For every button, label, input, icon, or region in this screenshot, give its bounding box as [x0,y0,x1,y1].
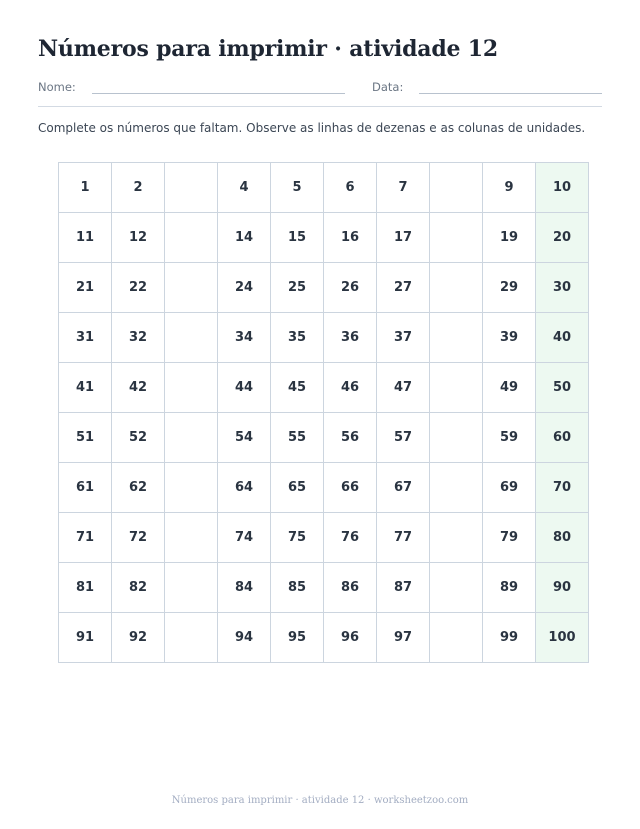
number-cell: 36 [324,313,377,363]
blank-cell[interactable] [165,213,218,263]
number-cell: 57 [377,413,430,463]
number-cell: 96 [324,613,377,663]
number-cell: 95 [271,613,324,663]
date-label: Data: [372,80,404,94]
number-cell: 37 [377,313,430,363]
number-cell: 80 [536,513,589,563]
number-cell: 20 [536,213,589,263]
number-cell: 47 [377,363,430,413]
number-cell: 1 [59,163,112,213]
grid-row [59,413,589,463]
number-cell: 69 [483,463,536,513]
grid-row [59,513,589,563]
number-cell: 84 [218,563,271,613]
number-cell: 81 [59,563,112,613]
footer: Números para imprimir · atividade 12 · worksheetzoo.com [171,795,469,806]
blank-cell[interactable] [165,313,218,363]
number-cell: 27 [377,263,430,313]
number-cell: 85 [271,563,324,613]
number-cell: 82 [112,563,165,613]
number-cell: 40 [536,313,589,363]
number-cell: 66 [324,463,377,513]
number-cell: 44 [218,363,271,413]
number-cell: 21 [59,263,112,313]
number-cell: 72 [112,513,165,563]
blank-cell[interactable] [430,513,483,563]
number-cell: 55 [271,413,324,463]
number-cell: 75 [271,513,324,563]
number-cell: 26 [324,263,377,313]
blank-cell[interactable] [430,313,483,363]
number-cell: 74 [218,513,271,563]
number-cell: 79 [483,513,536,563]
blank-cell[interactable] [165,613,218,663]
number-cell: 100 [536,613,589,663]
number-cell: 6 [324,163,377,213]
blank-cell[interactable] [430,263,483,313]
header-divider [38,106,602,107]
number-cell: 97 [377,613,430,663]
number-cell: 64 [218,463,271,513]
number-cell: 52 [112,413,165,463]
number-cell: 11 [59,213,112,263]
number-cell: 99 [483,613,536,663]
blank-cell[interactable] [165,363,218,413]
number-cell: 62 [112,463,165,513]
number-cell: 91 [59,613,112,663]
instructions: Complete os números que faltam. Observe as linhas de dezenas e as colunas de unidades. [38,121,586,135]
number-cell: 25 [271,263,324,313]
number-cell: 56 [324,413,377,463]
number-cell: 34 [218,313,271,363]
number-cell: 76 [324,513,377,563]
blank-cell[interactable] [430,213,483,263]
hundred-chart [58,162,589,663]
number-cell: 31 [59,313,112,363]
number-cell: 87 [377,563,430,613]
blank-cell[interactable] [165,513,218,563]
number-cell: 51 [59,413,112,463]
number-cell: 59 [483,413,536,463]
number-cell: 61 [59,463,112,513]
number-cell: 39 [483,313,536,363]
number-cell: 15 [271,213,324,263]
number-cell: 35 [271,313,324,363]
number-cell: 32 [112,313,165,363]
number-cell: 16 [324,213,377,263]
blank-cell[interactable] [165,463,218,513]
grid-row [59,363,589,413]
blank-cell[interactable] [430,613,483,663]
blank-cell[interactable] [165,413,218,463]
number-cell: 22 [112,263,165,313]
number-cell: 7 [377,163,430,213]
number-cell: 54 [218,413,271,463]
number-cell: 4 [218,163,271,213]
number-cell: 29 [483,263,536,313]
number-cell: 70 [536,463,589,513]
number-cell: 94 [218,613,271,663]
number-cell: 41 [59,363,112,413]
blank-cell[interactable] [165,563,218,613]
blank-cell[interactable] [430,563,483,613]
student-info-row [38,80,602,98]
number-cell: 14 [218,213,271,263]
name-field-line[interactable] [92,93,345,94]
blank-cell[interactable] [430,163,483,213]
grid-row [59,213,589,263]
number-cell: 9 [483,163,536,213]
grid-row [59,263,589,313]
blank-cell[interactable] [430,413,483,463]
blank-cell[interactable] [430,463,483,513]
grid-row [59,613,589,663]
number-cell: 12 [112,213,165,263]
number-cell: 10 [536,163,589,213]
number-cell: 24 [218,263,271,313]
number-cell: 46 [324,363,377,413]
number-cell: 89 [483,563,536,613]
number-cell: 2 [112,163,165,213]
number-cell: 49 [483,363,536,413]
grid-row [59,463,589,513]
name-label: Nome: [38,80,76,94]
number-cell: 92 [112,613,165,663]
page-title: Números para imprimir · atividade 12 [38,36,499,62]
number-cell: 45 [271,363,324,413]
number-cell: 77 [377,513,430,563]
blank-cell[interactable] [165,163,218,213]
grid-row [59,163,589,213]
number-cell: 42 [112,363,165,413]
number-cell: 17 [377,213,430,263]
grid-row [59,313,589,363]
blank-cell[interactable] [430,363,483,413]
grid-row [59,563,589,613]
date-field-line[interactable] [419,93,602,94]
number-cell: 65 [271,463,324,513]
number-cell: 90 [536,563,589,613]
number-cell: 50 [536,363,589,413]
blank-cell[interactable] [165,263,218,313]
number-cell: 19 [483,213,536,263]
number-cell: 60 [536,413,589,463]
number-cell: 71 [59,513,112,563]
number-cell: 67 [377,463,430,513]
number-cell: 5 [271,163,324,213]
number-cell: 30 [536,263,589,313]
number-cell: 86 [324,563,377,613]
